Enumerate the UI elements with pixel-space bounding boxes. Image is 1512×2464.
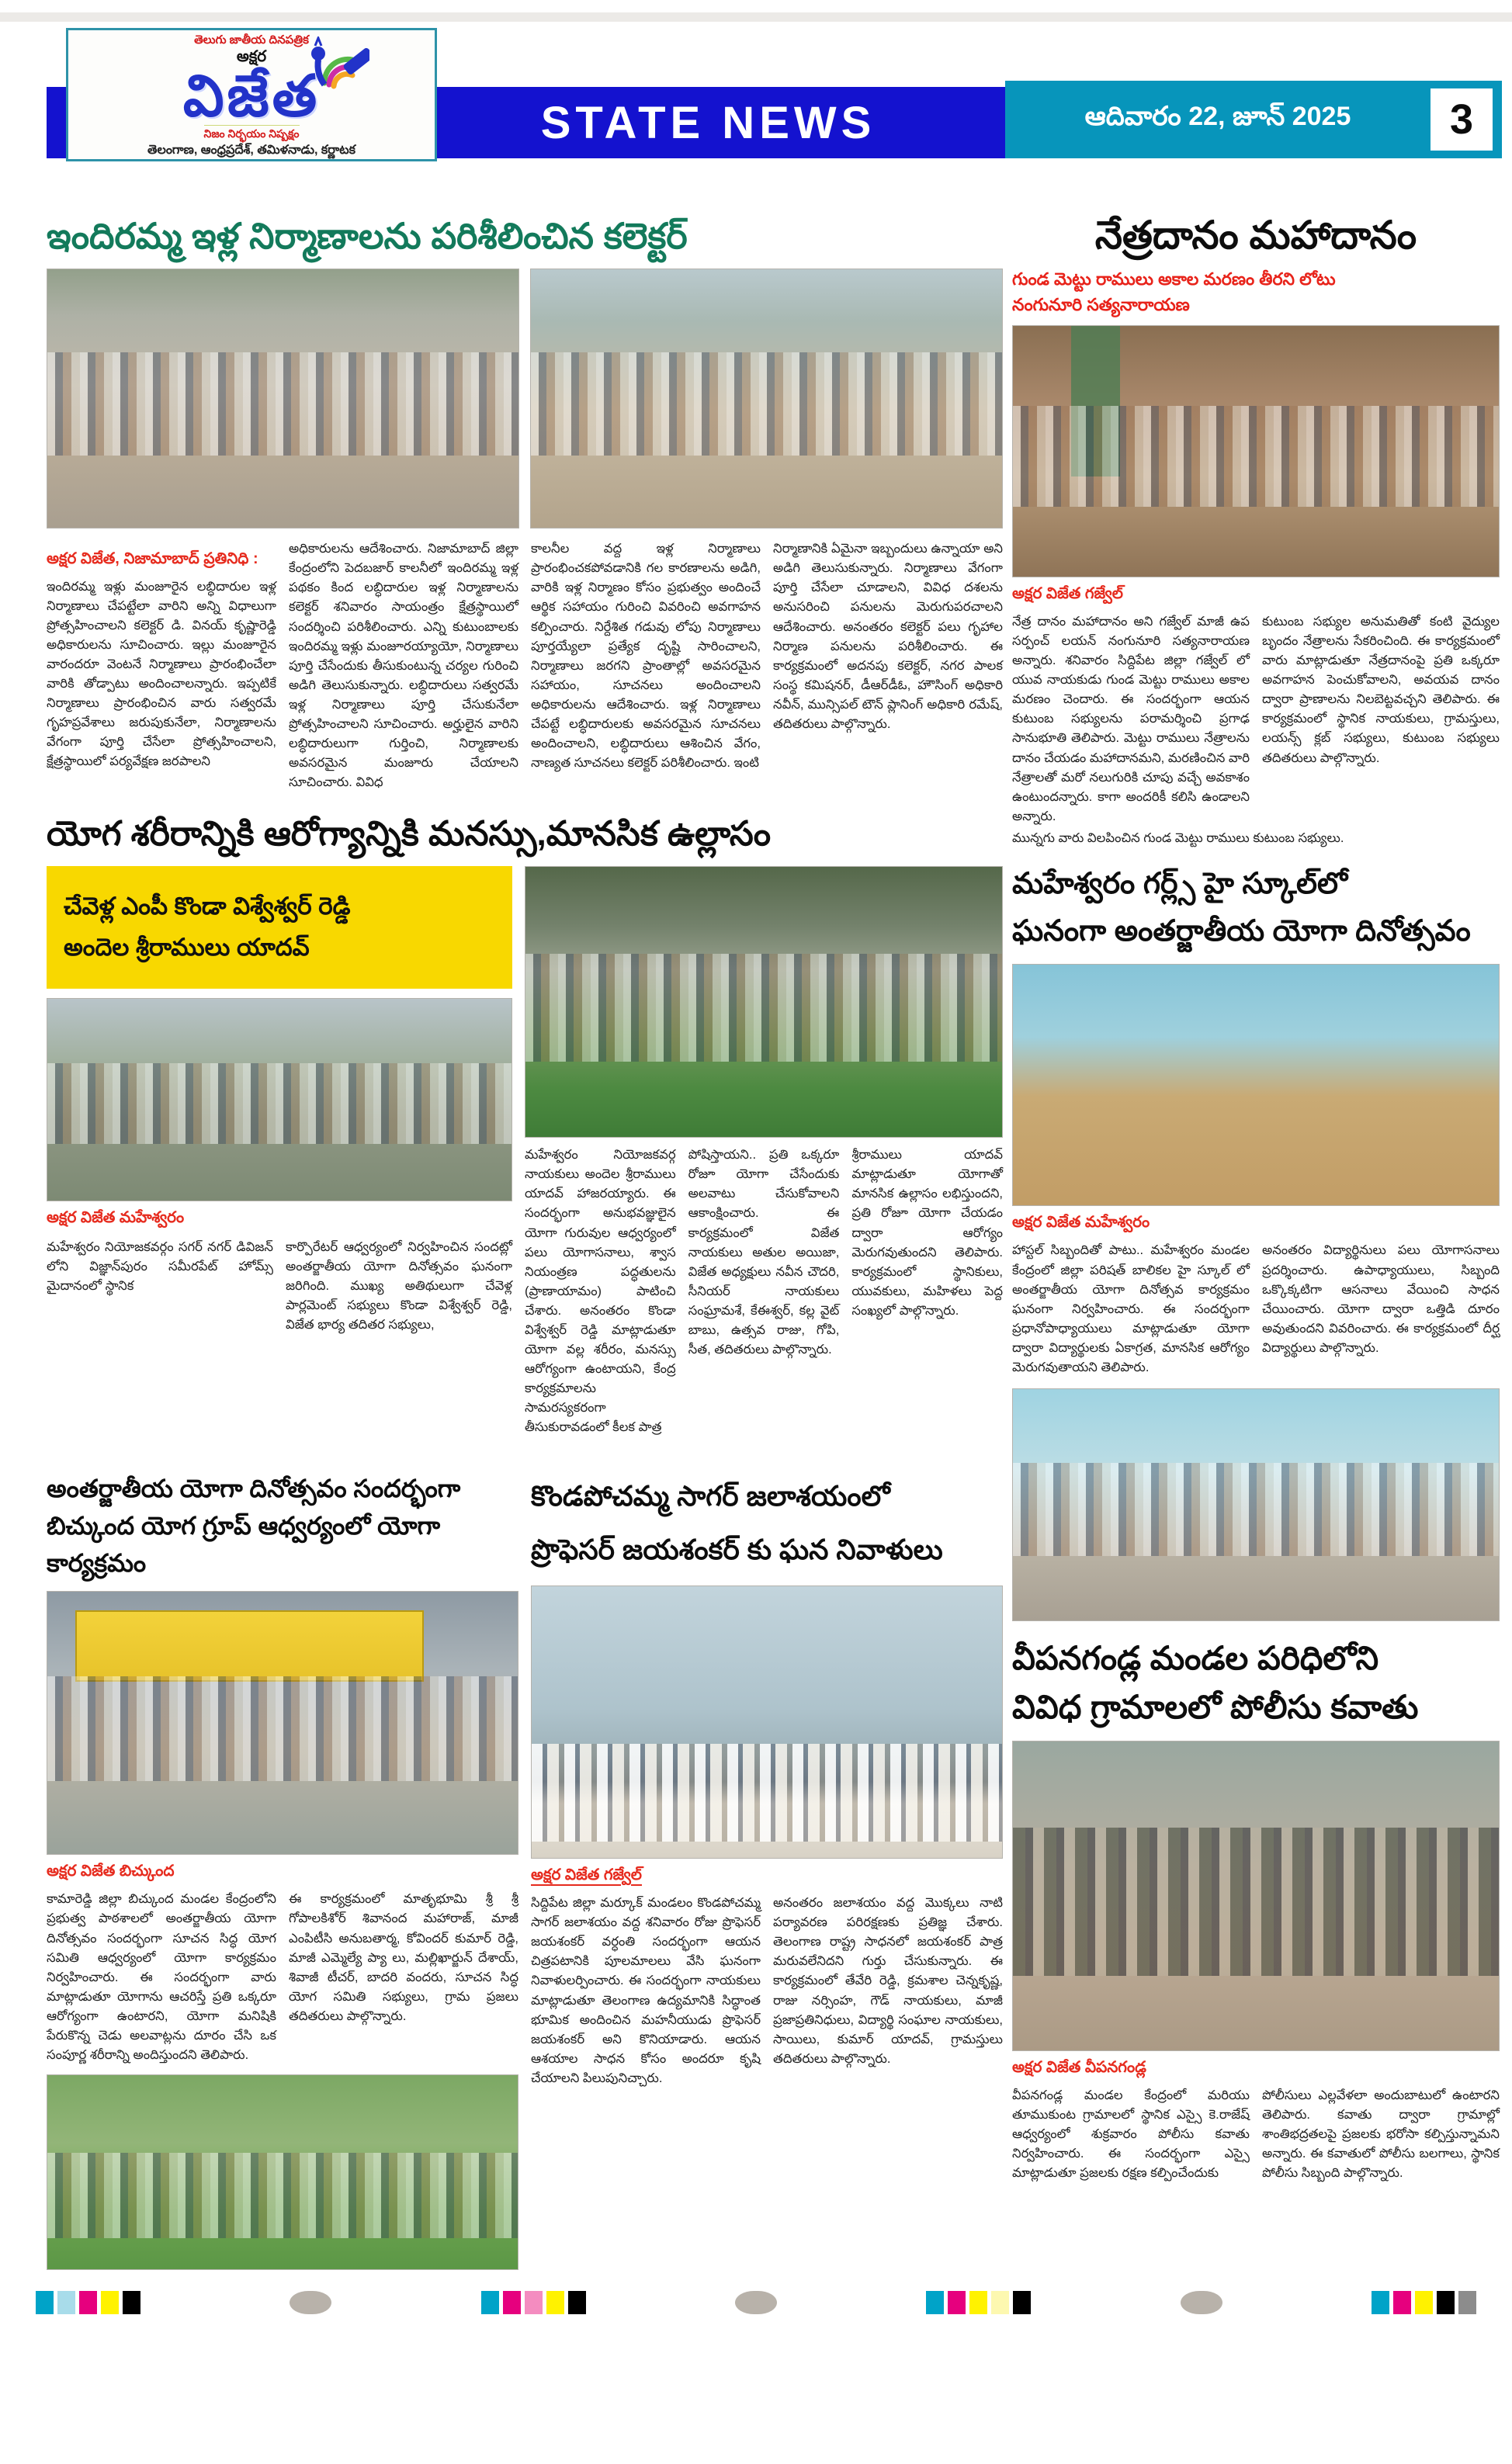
bichkunda-column-2: ఈ కార్యక్రమంలో మాతృభూమి శ్రీ శ్రీ గోపాలకిశోర్ శివానంద మహారాజ్, మాజీ ఎంపిటీసి అనుబతార్మ, కోవిందర్ కుమార్ రెడ్డి, మాజీ ఎమ్మెల్యే ప్యా లు, మల్లిఖార్జున్ దేశాయ్, శివాజీ టీచర్, బాదరి వందరు, సూచన సిద్ధ యోగ సమితి సభ్యులు, గ్రామ ప్రజలు తదితరులు పాల్గొన్నారు. (289, 1892, 518, 2023)
reg-color-bar (79, 2291, 97, 2314)
school-byline: అక్షర విజేత మహేశ్వరం (1012, 1214, 1150, 1232)
netradanam-tail: మున్నగు వారు విలపించిన గుండ మెట్టు రాములు కుటుంబ సభ్యులు. (1012, 830, 1344, 845)
page-top-strip (0, 12, 1512, 22)
reg-color-bar (101, 2291, 119, 2314)
school-headline (1012, 861, 1500, 955)
jayashankar-headline-line-1: కొండపోచమ్మ సాగర్ జలాశయంలో (531, 1480, 890, 1513)
bichkunda-headline-line-1: అంతర్జాతీయ యోగా దినోత్సవం సందర్భంగా (47, 1475, 461, 1503)
reg-color-bar (546, 2291, 564, 2314)
newspaper-logo (66, 28, 437, 161)
jayashankar-headline-line-2: ప్రొఫెసర్ జయశంకర్ కు ఘన నివాళులు (531, 1533, 943, 1565)
school-headline-line-1: మహేశ్వరం గర్ల్స్ హై స్కూల్‌లో (1012, 867, 1348, 900)
photo-stage-felicitation (47, 998, 512, 1201)
netradanam-subhead-1: గుండ మెట్టు రాములు అకాల మరణం తీరని లోటు (1012, 269, 1336, 289)
school-column-2: అనంతరం విద్యార్థినులు పలు యోగాసనాలు ప్రదర్శించారు. ఉపాధ్యాయులు, సిబ్బంది ఒక్కొక్కటిగా ఆసనాలు వేయించి సాధన చేయించారు. యోగా ద్వారా ఒత్తిడి దూరం అవుతుందని వివరించారు. ఈ కార్యక్రమంలో దీర్ఘ విద్యార్థులు పాల్గొన్నారు. (1262, 1243, 1500, 1355)
jayashankar-column-1: సిద్దిపేట జిల్లా మర్కూక్ మండలం కొండపోచమ్మ సాగర్ జలాశయం వద్ద శనివారం రోజు ప్రొఫెసర్ జయశంకర్ వర్ధంతి సందర్భంగా ఆయన చిత్రపటానికి పూలమాలలు వేసి ఘనంగా నివాళులర్పించారు. ఈ సందర్భంగా నాయకులు మాట్లాడుతూ తెలంగాణ ఉద్యమానికి సిద్ధాంత భూమిక అందించిన మహనీయుడు ప్రొఫెసర్ జయశంకర్ అని కొనియాడారు. ఆయన ఆశయాల సాధన కోసం అందరూ కృషి చేయాలని పిలుపునిచ్చారు. (531, 1896, 761, 2085)
reg-color-bar (525, 2291, 543, 2314)
netradanam-subhead-2: నంగునూరి సత్యనారాయణ (1012, 295, 1190, 314)
reg-color-bar (481, 2291, 499, 2314)
reg-color-group (36, 2291, 140, 2314)
reg-color-bar (1415, 2291, 1433, 2314)
reg-separator-oval (735, 2291, 777, 2314)
logo-regions: తెలంగాణ, ఆంధ్రప్రదేశ్, తమిళనాడు, కర్ణాటక (147, 144, 355, 158)
reg-color-bar (568, 2291, 586, 2314)
bichkunda-headline-line-2: బిచ్కుంద యోగ గ్రూప్ ఆధ్వర్యంలో యోగా కార్యక్రమం (47, 1512, 441, 1578)
peacock-icon (301, 36, 369, 94)
collector-photos (47, 269, 1003, 528)
yoga-headline: యోగ శరీరాన్నికి ఆరోగ్యాన్నికి మనస్సు,మానసిక ఉల్లాసం (47, 815, 772, 854)
police-headline (1012, 1634, 1500, 1731)
netradanam-headline: నేత్రదానం మహాదానం (1094, 213, 1417, 257)
police-column-2: పోలీసులు ఎల్లవేళలా అందుబాటులో ఉంటారని తెలిపారు. కవాతు ద్వారా గ్రామాల్లో శాంతిభద్రతలపై ప్రజలకు భరోసా కల్పిస్తున్నామని అన్నారు. ఈ కవాతులో పోలీసు బలగాలు, స్థానిక పోలీసు సిబ్బంది పాల్గొన్నారు. (1262, 2088, 1500, 2181)
police-headline-line-1: వీపనగండ్ల మండల పరిధిలోని (1012, 1640, 1379, 1676)
photo-collector-inspection-1 (47, 269, 519, 528)
yoga-column-4: పోషిస్తాయని.. ప్రతి ఒక్కరూ రోజూ యోగా చేసేందుకు అలవాటు చేసుకోవాలని ఆకాంక్షించారు. ఈ కార్యక్రమంలో విజేత నాయకులు అతుల అయిజా, విజేత అధ్యక్షులు నవీన చౌదరి, సీనియర్ నాయకులు సంఘ్రామశే, కేఈశ్వర్, కల్ల వైట్ బాబు, ఉత్సవ రాజు, గోపి, సీత, తదితరులు పాల్గొన్నారు. (688, 1148, 840, 1357)
netradanam-column-2: కుటుంబ సభ్యుల అనుమతితో కంటి వైద్యుల బృందం నేత్రాలను సేకరించింది. ఈ కార్యక్రమంలో వారు మాట్లాడుతూ నేత్రదానంపై ప్రతి ఒక్కరూ అవగాహన పెంచుకోవాలని, అవయవ దానం ద్వారా ప్రాణాలను నిలబెట్టవచ్చని తెలిపారు. ఈ కార్యక్రమంలో స్థానిక నాయకులు, గ్రామస్తులు, లయన్స్ క్లబ్ సభ్యులు, కుటుంబ సభ్యులు తదితరులు పాల్గొన్నారు. (1262, 615, 1500, 765)
yoga-column-1: మహేశ్వరం నియోజకవర్గం సగర్ నగర్ డివిజన్ లోని విజ్ఞాన్‌పురం సమీరపేట్ హోమ్స్ మైదానంలో స్థానిక (47, 1239, 273, 1293)
date-text: ఆదివారం 22, జూన్ 2025 (1084, 101, 1351, 131)
photo-collector-inspection-2 (530, 269, 1003, 528)
reg-color-bar (123, 2291, 140, 2314)
reg-color-bar (1393, 2291, 1411, 2314)
bichkunda-column-1: కామారెడ్డి జిల్లా బిచ్కుంద మండల కేంద్రంలోని ప్రభుత్వ పాఠశాలలో అంతర్జాతీయ యోగా దినోత్సవం సందర్భంగా సూచన సిద్ధ యోగ సమితి ఆధ్వర్యంలో యోగా కార్యక్రమం నిర్వహించారు. ఈ సందర్భంగా వారు మాట్లాడుతూ యోగాను ఆచరిస్తే ప్రతి ఒక్కరూ ఆరోగ్యంగా ఉంటారని, యోగా మనిషికి పేరుకొన్న చెడు అలవాట్లను దూరం చేసి ఒక సంపూర్ణ శరీరాన్ని అందిస్తుందని తెలిపారు. (47, 1892, 276, 2062)
reg-color-bar (1437, 2291, 1455, 2314)
reg-color-bar (926, 2291, 944, 2314)
right-zone (1012, 201, 1500, 2270)
yoga-box-line-1: చేవెళ్ల ఎంపీ కొండా విశ్వేశ్వర్ రెడ్డి (64, 892, 351, 920)
police-byline: అక్షర విజేత వీపనగండ్ల (1012, 2059, 1146, 2076)
reg-color-group (926, 2291, 1031, 2314)
page-header (0, 26, 1512, 193)
logo-tagline-top: తెలుగు జాతీయ దినపత్రిక (194, 33, 309, 47)
photo-field-yoga (47, 2074, 518, 2270)
logo-title: విజేత (182, 64, 321, 128)
bottom-substories (47, 1457, 1003, 2270)
yoga-column-5: శ్రీరాములు యాదవ్ మాట్లాడుతూ యోగాతో మానసిక ఉల్లాసం లభిస్తుందని, ప్రతి రోజూ యోగా చేయడం ద్వారా ఆరోగ్యం మెరుగవుతుందని తెలిపారు. కార్యక్రమంలో స్థానికులు, యువకులు, మహిళలు పెద్ద సంఖ్యలో పాల్గొన్నారు. (851, 1148, 1004, 1318)
reg-color-bar (57, 2291, 75, 2314)
yoga-left-column (47, 866, 512, 1437)
yoga-byline: అక్షర విజేత మహేశ్వరం (47, 1208, 185, 1226)
reg-color-group (481, 2291, 586, 2314)
bichkunda-byline: అక్షర విజేత బిచ్కుంద (47, 1863, 175, 1880)
reg-color-bar (36, 2291, 54, 2314)
collector-column-3: కాలనీల వద్ద ఇళ్ల నిర్మాణాలు ప్రారంభించకపోవడానికి గల కారణాలను అడిగి, వారికి ఇళ్ల నిర్మాణం కోసం ప్రభుత్వం అందించే ఆర్థిక సహాయం గురించి వివరించి అవగాహన కల్పించారు. నిర్దేశిత గడువు లోపు నిర్మాణాలు పూర్తయ్యేలా ప్రత్యేక దృష్టి సారించాలని, నిర్మాణాలు జరగని ప్రాంతాల్లో అవసరమైన సహాయం, సూచనలు అందించాలని అధికారులను ఆదేశించారు. ఇళ్ల నిర్మాణాలు చేపట్టే లబ్ధిదారులకు అవసరమైన సూచనలు అందించాలని, లబ్ధిదారులు ఆశించిన వేగం, నాణ్యత సూచనలు కలెక్టర్ పరిశీలించారు. ఇంటి (531, 542, 761, 771)
section-title: STATE NEWS (540, 97, 876, 148)
story-netradanam (1012, 212, 1500, 848)
jayashankar-column-2: అనంతరం జలాశయం వద్ద మొక్కలు నాటి పర్యావరణ పరిరక్షణకు ప్రతిజ్ఞ చేశారు. తెలంగాణ రాష్ట్ర సాధనలో జయశంకర్ పాత్ర మరువలేనిదని గుర్తు చేసుకున్నారు. ఈ కార్యక్రమంలో తేవేరి రెడ్డి, క్రమశాల చెన్నకృష్ణ, రాజు నర్సింహ, గౌడ్ నాయకులు, మాజీ ప్రజాప్రతినిధులు, విద్యార్థి సంఘాల నాయకులు, సాయిలు, కుమార్ యాదవ్, గ్రామస్తులు తదితరులు పాల్గొన్నారు. (773, 1896, 1003, 2066)
collector-text-1: ఇందిరమ్మ ఇళ్లు మంజూరైన లబ్ధిదారుల ఇళ్ల నిర్మాణాలు చేపట్టేలా వారిని అన్ని విధాలుగా ప్రోత్సహించాలని కలెక్టర్ డి. వినయ్ కృష్ణారెడ్డి అధికారులను సూచించారు. ఇల్లు మంజూరైన వారందరూ వెంటనే నిర్మాణాలు ప్రారంభించేలా వారికి తోడ్పాటు అందించాలన్నారు. ఇప్పటికే నిర్మాణాలు ప్రారంభించిన వారు సత్వరమే గృహప్రవేశాలు జరుపుకునేలా, నిర్మాణాలను వేగంగా పూర్తి చేసేలా ప్రోత్సహించాలని, క్షేత్రస్థాయిలో పర్యవేక్షణ జరపాలని (47, 579, 276, 769)
netradanam-column-1: నేత్ర దానం మహాదానం అని గజ్వేల్ మాజీ ఉప సర్పంచ్ లయన్ నంగునూరి సత్యనారాయణ అన్నారు. శనివారం సిద్దిపేట జిల్లా గజ్వేల్ లో యువ నాయకుడు గుండ మెట్టు రాములు అకాల మరణం చెందారు. ఈ సందర్భంగా ఆయన కుటుంబ సభ్యులను పరామర్శించి ప్రగాఢ సానుభూతి తెలిపారు. మెట్టు రాములు నేత్రాలను దానం చేయడం మహాదానమని, మరణించిన వారి నేత్రాలతో మరో నలుగురికి చూపు వచ్చే అవకాశం ఉంటుందన్నారు. కాగా అందరికీ కలిసి ఉండాలని అన్నారు. (1012, 615, 1250, 823)
reg-color-bar (991, 2291, 1009, 2314)
reg-color-group (1372, 2291, 1476, 2314)
school-headline-line-2: ఘనంగా అంతర్జాతీయ యోగా దినోత్సవం (1012, 914, 1471, 948)
jayashankar-byline: అక్షర విజేత గజ్వేల్ (531, 1866, 642, 1884)
registration-marks (0, 2290, 1512, 2315)
yoga-box-line-2: అందెల శ్రీరాములు యాదవ్ (64, 933, 310, 961)
collector-column-4: నిర్మాణానికి ఏమైనా ఇబ్బందులు ఉన్నాయా అని అడిగి తెలుసుకున్నారు. నిర్మాణాలు వేగంగా పూర్తి చేసేలా చూడాలని, వివిధ దశలను అనుసరించి పనులను మెరుగుపరచాలని ఆదేశించారు. అనంతరం కలెక్టర్ పలు గృహాల నిర్మాణ పనులను పరిశీలించారు. ఈ కార్యక్రమంలో అదనపు కలెక్టర్, నగర పాలక సంస్థ కమిషనర్, డీఆర్‌డీఓ, హౌసింగ్ అధికారి నవీన్, మున్సిపల్ టౌన్ ప్లానింగ్ అధికారి రమేష్, తదితరులు పాల్గొన్నారు. (773, 542, 1003, 731)
logo-tagline-red: నిజం నిర్భయం నిష్పక్షం (204, 125, 300, 143)
page-number: 3 (1431, 88, 1493, 151)
photo-police-march (1012, 1741, 1500, 2051)
photo-school-yoga (1012, 964, 1500, 1206)
story-police-march (1012, 1634, 1500, 2183)
photo-yoga-crowd (525, 866, 1003, 1138)
reg-color-bar (1013, 2291, 1031, 2314)
collector-byline: అక్షర విజేత, నిజామాబాద్ ప్రతినిధి : (47, 550, 258, 568)
collector-headline: ఇందిరమ్మ ఇళ్ల నిర్మాణాలను పరిశీలించిన కలెక్టర్ (47, 216, 688, 256)
yoga-highlight-box (47, 866, 512, 988)
bichkunda-headline (47, 1470, 518, 1582)
photo-eye-donation (1012, 325, 1500, 577)
photo-banner-yoga-group (47, 1591, 518, 1855)
page-content (0, 193, 1512, 2270)
police-column-1: వీపనగండ్ల మండల కేంద్రంలో మరియు తూముకుంట గ్రామాలలో స్థానిక ఎస్సై కె.రాజేష్ ఆధ్వర్యంలో శుక్రవారం పోలీసు కవాతు నిర్వహించారు. ఈ సందర్భంగా ఎస్సై మాట్లాడుతూ ప్రజలకు రక్షణ కల్పించేందుకు (1012, 2088, 1250, 2181)
photo-reservoir-tribute (531, 1585, 1003, 1859)
reg-separator-oval (290, 2291, 331, 2314)
story-yoga-main (47, 813, 1003, 1437)
reg-color-bar (1372, 2291, 1389, 2314)
story-collector (47, 215, 1003, 792)
reg-separator-oval (1181, 2291, 1222, 2314)
story-school-yoga (1012, 861, 1500, 1621)
date-bar (1005, 81, 1502, 158)
logo-prefix: అక్షర (236, 48, 267, 65)
story-jayashankar (531, 1457, 1003, 2270)
school-column-1: హాస్టల్ సిబ్బందితో పాటు.. మహేశ్వరం మండల కేంద్రంలో జిల్లా పరిషత్ బాలికల హై స్కూల్ లో అంతర్జాతీయ యోగా దినోత్సవ కార్యక్రమం ఘనంగా నిర్వహించారు. ఈ సందర్భంగా ప్రధానోపాధ్యాయులు మాట్లాడుతూ యోగా ద్వారా విద్యార్థులకు ఏకాగ్రత, మానసిక ఆరోగ్యం మెరుగవుతాయని తెలిపారు. (1012, 1243, 1250, 1374)
collector-column-2: అధికారులను ఆదేశించారు. నిజామాబాద్ జిల్లా కేంద్రంలోని పెదబజార్ కాలనీలో ఇందిరమ్మ ఇళ్ల పథకం కింద లబ్ధిదారుల ఇళ్ల నిర్మాణాలను కలెక్టర్ శనివారం సాయంత్రం క్షేత్రస్థాయిలో సందర్శించి పరిశీలించారు. ఎన్ని కుటుంబాలకు ఇందిరమ్మ ఇళ్లు మంజూరయ్యాయో, నిర్మాణాలు పూర్తి చేసేందుకు తీసుకుంటున్న చర్యల గురించి అడిగి తెలుసుకున్నారు. లబ్ధిదారులు సత్వరమే ఇళ్ల నిర్మాణాలు పూర్తి చేసుకునేలా ప్రోత్సహించాలని సూచించారు. అర్హులైన వారిని లబ్ధిదారులుగా గుర్తించి, నిర్మాణాలకు అవసరమైన మంజూరు చేయాలని సూచించారు. వివిధ (289, 542, 518, 790)
yoga-column-2: కార్పొరేటర్ ఆధ్వర్యంలో నిర్వహించిన సందట్లో అంతర్జాతీయ యోగా దినోత్సవం ఘనంగా జరిగింది. ముఖ్య అతిథులుగా చేవెళ్ల పార్లమెంట్ సభ్యులు కొండా విశ్వేశ్వర్ రెడ్డి, విజేత భార్య తదితర సభ్యులు, (286, 1239, 512, 1332)
police-headline-line-2: వివిధ గ్రామాలలో పోలీసు కవాతు (1012, 1689, 1419, 1725)
left-zone (47, 201, 1003, 2270)
yoga-column-3: మహేశ్వరం నియోజకవర్గ నాయకులు అందెల శ్రీరాములు యాదవ్ హాజరయ్యారు. ఈ సందర్భంగా అనుభవజ్ఞులైన యోగా గురువుల ఆధ్వర్యంలో పలు యోగాసనాలు, శ్వాస నియంత్రణ పద్ధతులను (ప్రాణాయామం) పాటించి చేశారు. అనంతరం కొండా విశ్వేశ్వర్ రెడ్డి మాట్లాడుతూ యోగా వల్ల శరీరం, మనస్సు ఆరోగ్యంగా ఉంటాయని, కేంద్ర కార్యక్రమాలను సామరస్యకరంగా తీసుకురావడంలో కీలక పాత్ర (525, 1148, 676, 1435)
story-bichkunda (47, 1457, 518, 2270)
yoga-right-column (525, 866, 1003, 1437)
reg-color-bar (969, 2291, 987, 2314)
netradanam-byline: అక్షర విజేత గజ్వేల్ (1012, 585, 1123, 602)
reg-color-bar (948, 2291, 966, 2314)
collector-column-1 (47, 539, 276, 792)
reg-color-bar (503, 2291, 521, 2314)
jayashankar-headline (531, 1470, 1003, 1576)
photo-school-veranda (1012, 1388, 1500, 1621)
reg-color-bar (1458, 2291, 1476, 2314)
